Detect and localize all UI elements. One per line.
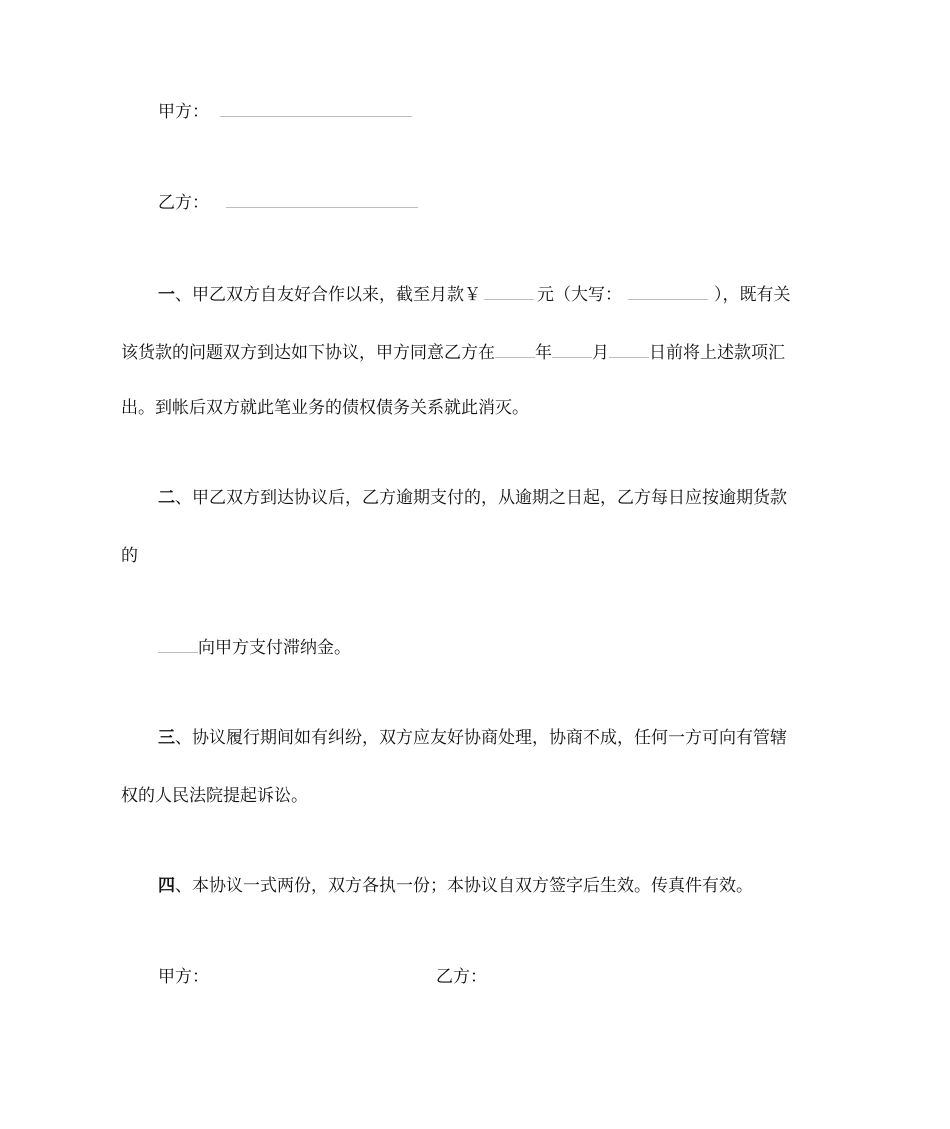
clause-4-number: 四 bbox=[158, 876, 175, 896]
clause-1-line-1 bbox=[158, 281, 791, 307]
clause-2-number: 二 bbox=[158, 488, 175, 508]
clause-1-number: 一 bbox=[158, 285, 175, 305]
clause-1-month: 月 bbox=[592, 343, 609, 363]
clause-2-sep: 、 bbox=[175, 488, 192, 508]
clause-1-text-1: 甲乙双方自友好合作以来，截至月款￥ bbox=[192, 285, 481, 305]
clause-1-line-3 bbox=[121, 396, 529, 420]
party-a-blank[interactable] bbox=[220, 98, 412, 117]
clause-4-line-1 bbox=[158, 874, 753, 898]
clause-1-year: 年 bbox=[535, 343, 552, 363]
clause-2-text-2: 的 bbox=[121, 546, 138, 566]
clause-3-text-1: 协议履行期间如有纠纷，双方应友好协商处理，协商不成，任何一方可向有管辖 bbox=[192, 728, 787, 748]
clause-3-line-1 bbox=[158, 726, 787, 750]
signature-party-b-label: 乙方： bbox=[436, 967, 487, 987]
clause-1-text-3: ），既有关 bbox=[714, 285, 791, 305]
signature-party-b bbox=[436, 965, 487, 989]
clause-1-text-8: 出。到帐后双方就此笔业务的债权债务关系就此消灭。 bbox=[121, 398, 529, 418]
clause-1-text-2: 元（大写： bbox=[537, 285, 622, 305]
clause-2-line-1 bbox=[158, 486, 787, 510]
clause-1-text-4: 该货款的问题双方到达如下协议，甲方同意乙方在 bbox=[121, 343, 495, 363]
clause-1-text-7: 日前将上述款项汇 bbox=[649, 343, 785, 363]
clause-2-line-2 bbox=[121, 544, 138, 568]
clause-2-text-3: 向甲方支付滞纳金。 bbox=[198, 638, 351, 658]
penalty-rate-blank[interactable] bbox=[158, 634, 198, 653]
clause-3-number: 三 bbox=[158, 728, 175, 748]
clause-1-sep: 、 bbox=[175, 285, 192, 305]
party-a-header bbox=[158, 98, 412, 124]
amount-blank[interactable] bbox=[484, 281, 534, 300]
month-blank[interactable] bbox=[552, 339, 592, 358]
clause-1-line-2 bbox=[121, 339, 785, 365]
party-b-label: 乙方： bbox=[158, 193, 209, 213]
clause-4-text-1: 本协议一式两份，双方各执一份；本协议自双方签字后生效。传真件有效。 bbox=[192, 876, 753, 896]
party-b-header bbox=[158, 189, 418, 215]
day-blank[interactable] bbox=[609, 339, 649, 358]
clause-4-sep: 、 bbox=[175, 876, 192, 896]
clause-3-line-2 bbox=[121, 784, 308, 808]
clause-2-text-1: 甲乙双方到达协议后，乙方逾期支付的，从逾期之日起，乙方每日应按逾期货款 bbox=[192, 488, 787, 508]
clause-2-line-3 bbox=[158, 634, 351, 660]
signature-party-a bbox=[158, 965, 209, 989]
party-a-label: 甲方： bbox=[158, 102, 209, 122]
clause-3-sep: 、 bbox=[175, 728, 192, 748]
clause-3-text-2: 权的人民法院提起诉讼。 bbox=[121, 786, 308, 806]
party-b-blank[interactable] bbox=[226, 189, 418, 208]
year-blank[interactable] bbox=[495, 339, 535, 358]
signature-party-a-label: 甲方： bbox=[158, 967, 209, 987]
amount-words-blank[interactable] bbox=[628, 281, 708, 300]
